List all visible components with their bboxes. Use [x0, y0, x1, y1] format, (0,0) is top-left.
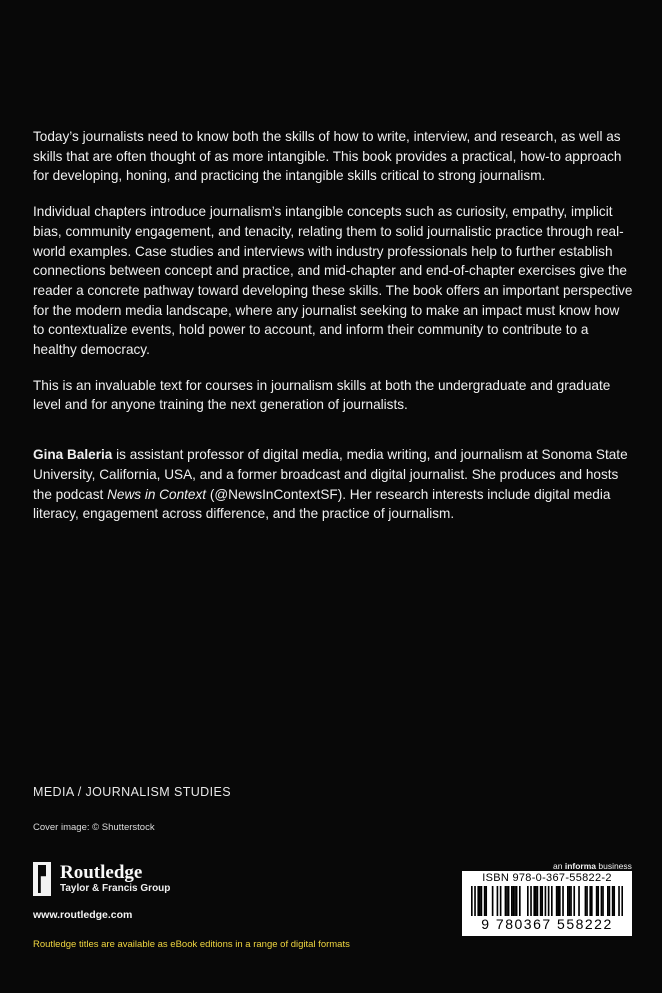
barcode-bar — [578, 886, 580, 916]
barcode-bar — [505, 886, 507, 916]
barcode-bar — [535, 886, 537, 916]
barcode-bar — [612, 886, 614, 916]
ebook-note: Routledge titles are available as eBook editions in a range of digital formats — [33, 939, 350, 950]
barcode-bar — [479, 886, 481, 916]
barcode-bar — [477, 886, 479, 916]
barcode-digits: 9 780367 558222 — [481, 916, 613, 932]
barcode-bar — [484, 886, 486, 916]
barcode-bar — [540, 886, 542, 916]
subject-category: MEDIA / JOURNALISM STUDIES — [33, 785, 231, 799]
barcode-bar — [548, 886, 550, 916]
book-description — [33, 127, 633, 540]
barcode-bar — [514, 886, 516, 916]
barcode-bar — [613, 886, 615, 916]
cover-credit: Cover image: © Shutterstock — [33, 822, 155, 833]
barcode-bar — [497, 886, 499, 916]
barcode-bar — [545, 886, 547, 916]
barcode-bar — [607, 886, 609, 916]
barcode-bar — [519, 886, 521, 916]
tagline-suffix: business — [596, 861, 632, 871]
publisher-website: www.routledge.com — [33, 909, 133, 921]
barcode-bar — [511, 886, 513, 916]
barcode-bar — [573, 886, 575, 916]
barcode-bar — [492, 886, 494, 916]
tagline-brand: informa — [564, 861, 596, 871]
podcast-title: News in Context — [107, 486, 207, 502]
barcode-bar — [567, 886, 569, 916]
barcode-bar — [601, 886, 603, 916]
publisher-group: Taylor & Francis Group — [60, 883, 171, 894]
author-bio-text-1: is assistant professor of digital media, media writing, and journalism at Sonoma State University, California, USA, and a former broadcast and digital journalist. She produces and hosts the podcast — [33, 447, 628, 502]
barcode-bar — [570, 886, 572, 916]
barcode-bar — [609, 886, 611, 916]
author-bio — [33, 445, 633, 524]
barcode-bar — [621, 886, 623, 916]
publisher-logo-text — [60, 863, 170, 895]
barcode-bar — [481, 886, 483, 916]
barcode-bar — [556, 886, 558, 916]
tagline-prefix: an — [553, 861, 565, 871]
author-name: Gina Baleria — [33, 447, 113, 463]
isbn-barcode — [462, 871, 632, 936]
barcode-bar — [557, 886, 559, 916]
barcode-bar — [585, 886, 587, 916]
routledge-logo-icon — [33, 862, 51, 896]
barcode-bar — [551, 886, 553, 916]
barcode-bar — [513, 886, 515, 916]
barcode-bars — [471, 886, 623, 916]
barcode-bar — [530, 886, 532, 916]
barcode-bar — [618, 886, 620, 916]
barcode-bar — [533, 886, 535, 916]
barcode-bar — [541, 886, 543, 916]
barcode-bar — [471, 886, 473, 916]
barcode-bar — [516, 886, 518, 916]
publisher-logo — [33, 862, 170, 896]
barcode-bar — [474, 886, 476, 916]
isbn-label: ISBN 978-0-367-55822-2 — [482, 872, 612, 884]
barcode-bar — [506, 886, 508, 916]
publisher-name: Routledge — [60, 862, 143, 883]
barcode-bar — [597, 886, 599, 916]
description-paragraph-3: This is an invaluable text for courses in journalism skills at both the undergraduate and graduate level and for anyone training the next generation of journalists. — [33, 377, 611, 413]
barcode-bar — [589, 886, 591, 916]
barcode-bar — [485, 886, 487, 916]
barcode-bar — [586, 886, 588, 916]
barcode-bar — [591, 886, 593, 916]
barcode-bar — [602, 886, 604, 916]
barcode-bar — [527, 886, 529, 916]
barcode-bar — [562, 886, 564, 916]
informa-tagline — [553, 861, 632, 871]
barcode-bar — [596, 886, 598, 916]
barcode-bar — [537, 886, 539, 916]
barcode-bar — [569, 886, 571, 916]
description-paragraph-1: Today’s journalists need to know both the skills of how to write, interview, and research, as well as skills that are often thought of as more intangible. This book provides a practical, how-to approach for developing, honing, and practicing the intangible skills critical to strong journalism. — [33, 129, 622, 184]
barcode-bar — [508, 886, 510, 916]
description-paragraph-2: Individual chapters introduce journalism’s intangible concepts such as curiosity, empathy, implicit bias, community engagement, and tenacity, relating them to solid journalistic practice through real-world examples. Case studies and interviews with industry professionals help to further establish connections between concept and practice, and mid-chapter and end-of-chapter exercises give the reader a concrete pathway toward developing these skills. The book offers an important perspective for the modern media landscape, where any journalist seeking to make an impact must know how to contextualize events, hold power to account, and inform their community to contribute to a healthy democracy. — [33, 204, 633, 358]
barcode-bar — [559, 886, 561, 916]
barcode-bar — [500, 886, 502, 916]
author-bio-text-2: (@NewsInContextSF). Her research interests include digital media literacy, engagement across difference, and the practice of journalism. — [33, 486, 611, 522]
